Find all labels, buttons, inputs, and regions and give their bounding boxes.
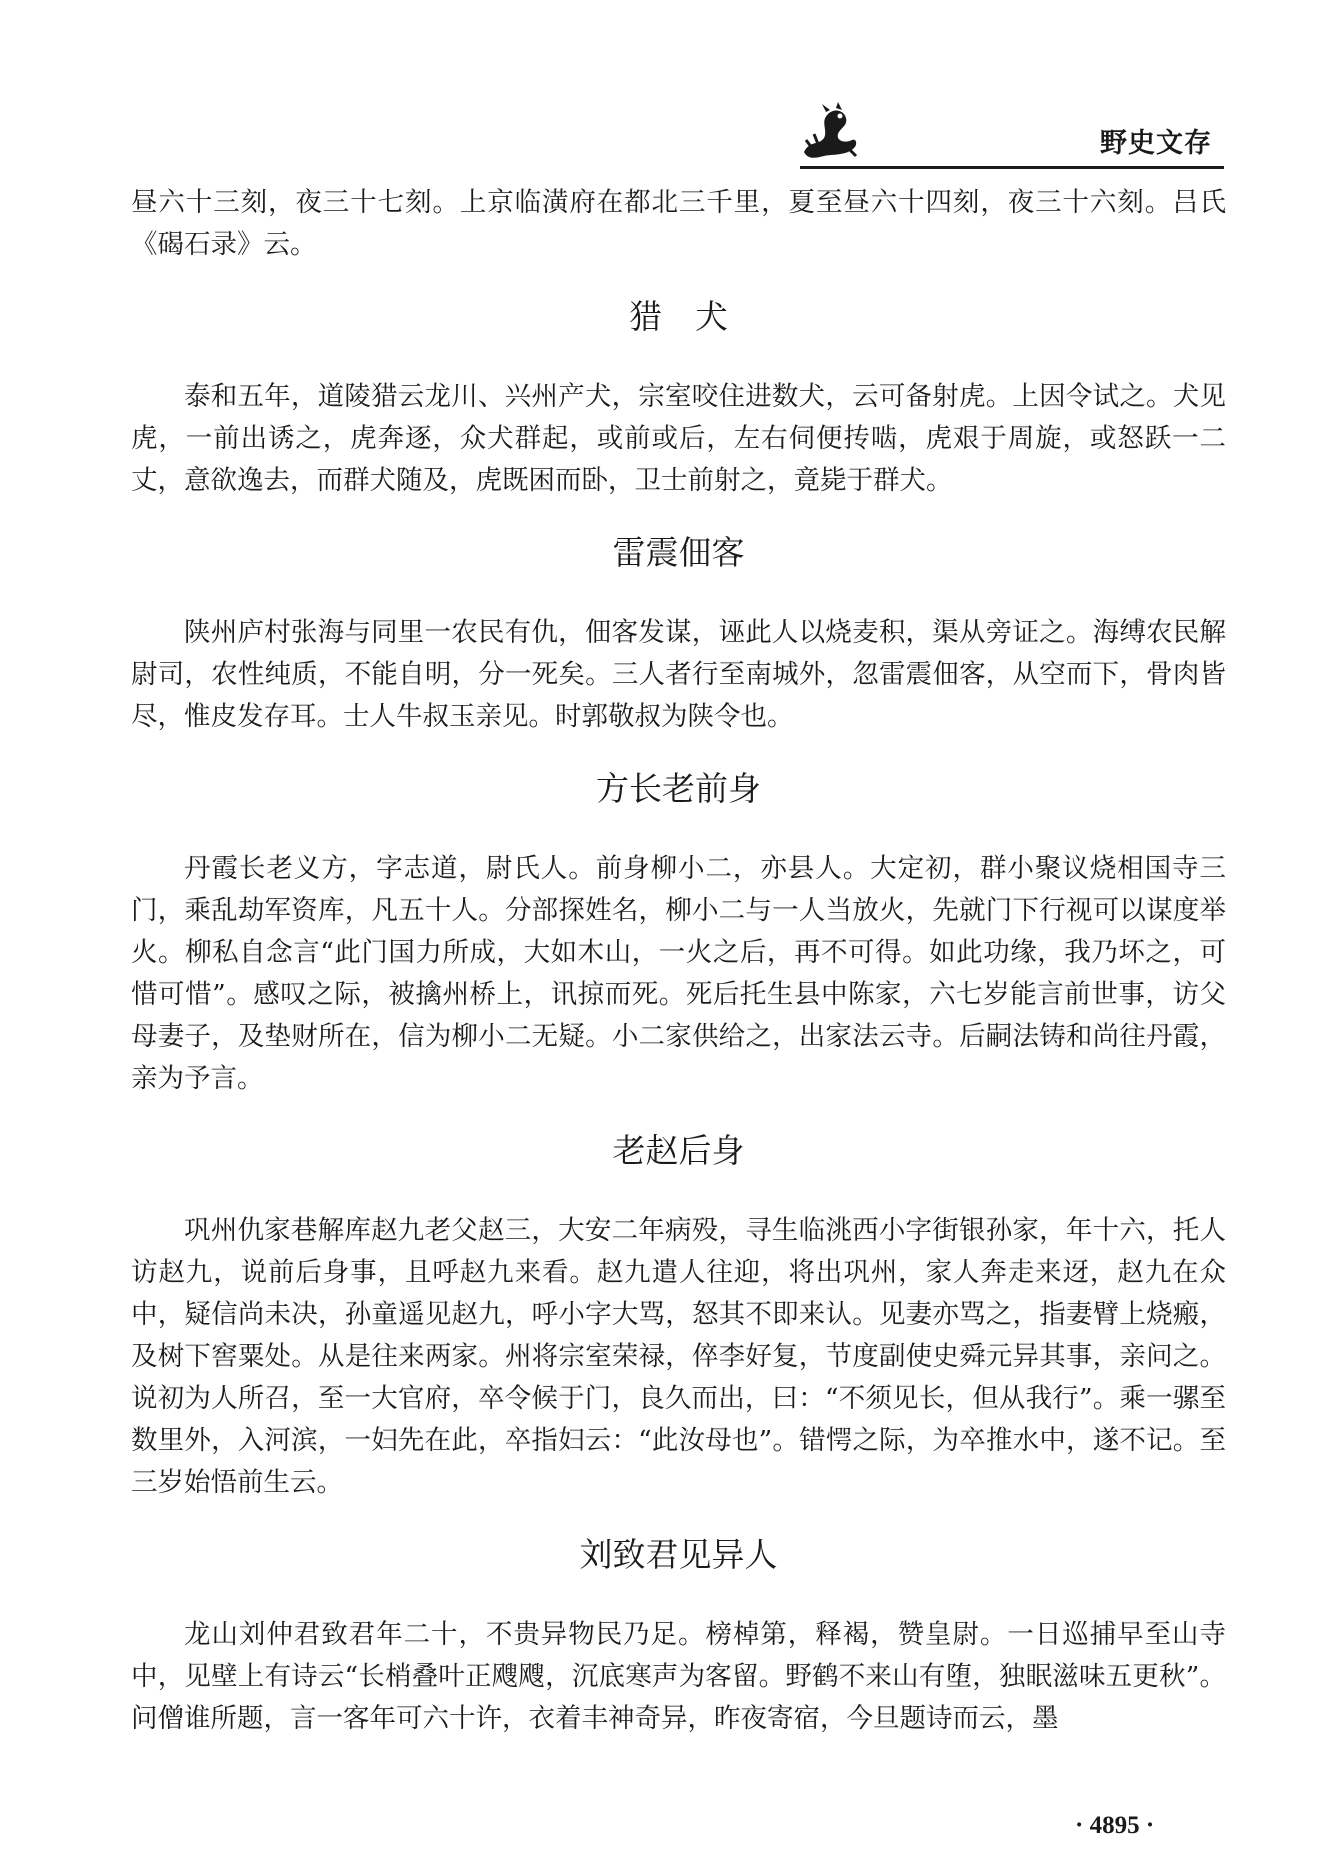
- book-series-title: 野史文存: [1100, 128, 1212, 159]
- section-text-liu-zhijun: 龙山刘仲君致君年二十，不贵异物民乃足。榜棹第，释褐，赞皇尉。一日巡捕早至山寺中，见壁上有诗云“长梢叠叶正飕飕，沉底寒声为客留。野鹤不来山有堕，独眠滋味五更秋”。问僧谁所题，言一客年可六十许，衣着丰神奇异，昨夜寄宿，今旦题诗而云，墨: [131, 1619, 1226, 1734]
- page-number: · 4895 ·: [1075, 1812, 1155, 1839]
- section-title-old-zhao: 老赵后身: [612, 1131, 745, 1170]
- dragon-logo-icon: [796, 100, 862, 166]
- section-text-thunder-tenant: 陕州庐村张海与同里一农民有仇，佃客发谋，诬此人以烧麦积，渠从旁证之。海缚农民解尉司，农性纯质，不能自明，分一死矣。三人者行至南城外，忽雷震佃客，从空而下，骨肉皆尽，惟皮发存耳。士人牛叔玉亲见。时郭敬叔为陕令也。: [131, 617, 1226, 732]
- page-header: [0, 0, 1322, 175]
- section-title-hunting-dogs: 猎 犬: [629, 297, 728, 336]
- section-text-old-zhao: 巩州仇家巷解库赵九老父赵三，大安二年病殁，寻生临洮西小字街银孙家，年十六，托人访赵九，说前后身事，且呼赵九来看。赵九遣人往迎，将出巩州，家人奔走来迓，赵九在众中，疑信尚未决，孙童遥见赵九，呼小字大骂，怒其不即来认。见妻亦骂之，指妻臂上烧瘢，及树下窖粟处。从是往来两家。州将宗室荣禄，倅李好复，节度副使史舜元异其事，亲问之。说初为人所召，至一大官府，卒令候于门，良久而出，曰：“不须见长，但从我行”。乘一骡至数里外，入河滨，一妇先在此，卒指妇云：“此汝母也”。错愕之际，为卒推水中，遂不记。至三岁始悟前生云。: [131, 1215, 1226, 1498]
- header-rule: [800, 166, 1224, 169]
- intro-paragraph: 昼六十三刻，夜三十七刻。上京临潢府在都北三千里，夏至昼六十四刻，夜三十六刻。吕氏《碣石录》云。: [131, 187, 1226, 260]
- section-title-liu-zhijun: 刘致君见异人: [579, 1535, 778, 1574]
- section-title-thunder-tenant: 雷震佃客: [612, 533, 745, 572]
- page-body: [131, 182, 1226, 1740]
- section-text-elder-fang: 丹霞长老义方，字志道，尉氏人。前身柳小二，亦县人。大定初，群小聚议烧相国寺三门，乘乱劫军资库，凡五十人。分部探姓名，柳小二与一人当放火，先就门下行视可以谋度举火。柳私自念言“此门国力所成，大如木山，一火之后，再不可得。如此功缘，我乃坏之，可惜可惜”。感叹之际，被擒州桥上，讯掠而死。死后托生县中陈家，六七岁能言前世事，访父母妻子，及垫财所在，信为柳小二无疑。小二家供给之，出家法云寺。后嗣法铸和尚往丹霞，亲为予言。: [131, 853, 1226, 1094]
- section-title-elder-fang: 方长老前身: [596, 769, 761, 808]
- section-text-hunting-dogs: 泰和五年，道陵猎云龙川、兴州产犬，宗室咬住进数犬，云可备射虎。上因令试之。犬见虎，一前出诱之，虎奔逐，众犬群起，或前或后，左右伺便抟啮，虎艰于周旋，或怒跃一二丈，意欲逸去，而群犬随及，虎既困而卧，卫士前射之，竟毙于群犬。: [131, 381, 1226, 496]
